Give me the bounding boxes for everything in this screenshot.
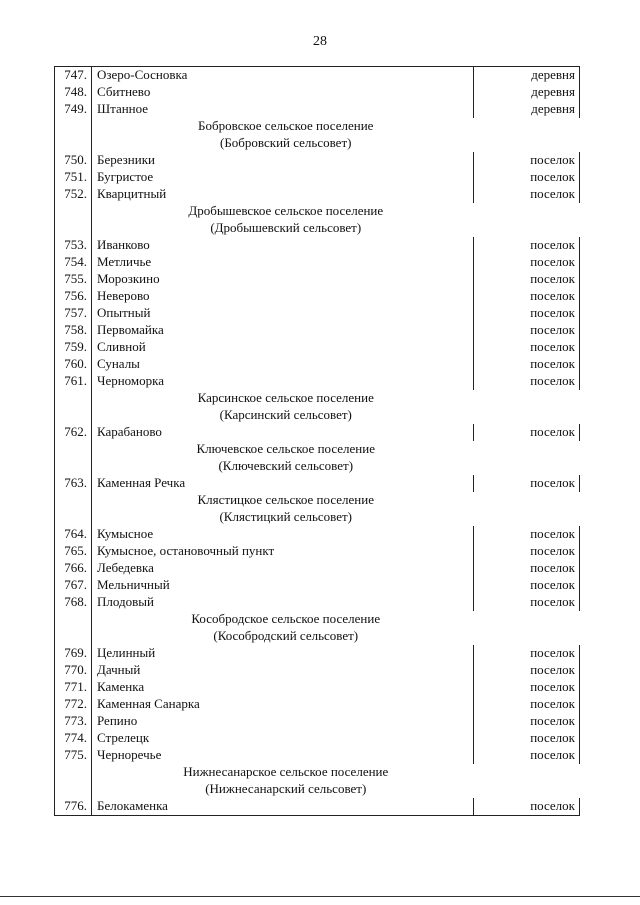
settlement-type-cell [474, 67, 580, 85]
settlement-type-cell [474, 322, 580, 339]
section-heading-row [55, 203, 580, 220]
settlement-name: Суналы [97, 356, 140, 371]
settlement-row [55, 747, 580, 764]
row-number: 771. [55, 679, 92, 696]
section-heading: (Дробышевский сельсовет) [92, 220, 580, 237]
row-number: 756. [55, 288, 92, 305]
settlement-name: Карабаново [97, 424, 162, 439]
row-number-cell [55, 220, 92, 237]
settlement-row [55, 356, 580, 373]
settlement-type: поселок [530, 475, 575, 490]
settlement-type-cell [474, 543, 580, 560]
row-number: 754. [55, 254, 92, 271]
settlement-type: поселок [530, 424, 575, 439]
row-number-cell [55, 781, 92, 798]
settlement-name: Сбитнево [97, 84, 151, 99]
row-number-cell [55, 611, 92, 628]
settlement-type: поселок [530, 254, 575, 269]
settlement-name: Целинный [97, 645, 156, 660]
row-number: 766. [55, 560, 92, 577]
settlement-row [55, 679, 580, 696]
settlement-type: поселок [530, 577, 575, 592]
settlement-type-cell [474, 475, 580, 492]
settlement-row [55, 271, 580, 288]
settlement-type: поселок [530, 356, 575, 371]
settlement-type-cell [474, 730, 580, 747]
row-number: 770. [55, 662, 92, 679]
settlement-type-cell [474, 152, 580, 169]
row-number: 761. [55, 373, 92, 390]
section-heading-row [55, 390, 580, 407]
section-heading: Ключевское сельское поселение [92, 441, 580, 458]
settlement-type-cell [474, 747, 580, 764]
row-number: 762. [55, 424, 92, 441]
settlement-row [55, 696, 580, 713]
settlement-row [55, 305, 580, 322]
settlement-row [55, 645, 580, 662]
settlement-type: поселок [530, 152, 575, 167]
settlement-row [55, 339, 580, 356]
settlement-type-cell [474, 696, 580, 713]
settlement-name: Дачный [97, 662, 141, 677]
row-number: 763. [55, 475, 92, 492]
settlement-name: Неверово [97, 288, 150, 303]
row-number-cell [55, 628, 92, 645]
section-heading-row [55, 492, 580, 509]
settlement-type-cell [474, 373, 580, 390]
row-number: 769. [55, 645, 92, 662]
settlement-row [55, 543, 580, 560]
settlement-type-cell [474, 288, 580, 305]
footer-divider [0, 896, 640, 897]
settlement-name: Стрелецк [97, 730, 150, 745]
row-number: 749. [55, 101, 92, 118]
settlement-row [55, 84, 580, 101]
section-heading-row [55, 220, 580, 237]
settlement-type-cell [474, 662, 580, 679]
row-number: 760. [55, 356, 92, 373]
section-heading-row [55, 509, 580, 526]
settlement-type: поселок [530, 237, 575, 252]
settlement-row [55, 713, 580, 730]
settlement-type: поселок [530, 543, 575, 558]
settlement-type: поселок [530, 526, 575, 541]
section-heading: (Кособродский сельсовет) [92, 628, 580, 645]
settlement-row [55, 186, 580, 203]
settlement-type: поселок [530, 169, 575, 184]
settlement-row [55, 237, 580, 254]
settlement-name: Репино [97, 713, 138, 728]
settlement-type: поселок [530, 271, 575, 286]
settlement-type: поселок [530, 798, 575, 813]
section-heading-row [55, 458, 580, 475]
row-number: 757. [55, 305, 92, 322]
section-heading-row [55, 407, 580, 424]
settlement-name: Метличье [97, 254, 152, 269]
settlement-type-cell [474, 169, 580, 186]
settlement-name: Белокаменка [92, 798, 474, 816]
settlement-type: поселок [530, 747, 575, 762]
row-number: 750. [55, 152, 92, 169]
settlement-name: Кумысное, остановочный пункт [97, 543, 275, 558]
settlement-type: поселок [530, 713, 575, 728]
section-heading-row [55, 764, 580, 781]
settlement-type-cell [474, 254, 580, 271]
row-number-cell [55, 458, 92, 475]
row-number: 767. [55, 577, 92, 594]
settlement-type-cell [474, 645, 580, 662]
settlement-type: поселок [530, 730, 575, 745]
row-number: 773. [55, 713, 92, 730]
row-number-cell [55, 135, 92, 152]
section-heading-row [55, 781, 580, 798]
row-number-cell [55, 390, 92, 407]
section-heading: Клястицкое сельское поселение [92, 492, 580, 509]
settlement-type-cell [474, 526, 580, 543]
settlement-type: поселок [530, 696, 575, 711]
section-heading: (Бобровский сельсовет) [92, 135, 580, 152]
settlement-name: Штанное [97, 101, 149, 116]
settlement-row [55, 577, 580, 594]
settlement-name: Плодовый [97, 594, 154, 609]
settlement-row [55, 67, 580, 85]
settlement-row [55, 254, 580, 271]
settlement-type-cell [474, 356, 580, 373]
section-heading-row [55, 611, 580, 628]
settlement-name: Каменка [97, 679, 145, 694]
settlement-type-cell [474, 101, 580, 118]
settlement-type-cell [474, 594, 580, 611]
row-number: 751. [55, 169, 92, 186]
settlement-name: Лебедевка [97, 560, 154, 575]
row-number-cell [55, 441, 92, 458]
settlement-name: Морозкино [97, 271, 160, 286]
settlement-row [55, 560, 580, 577]
settlement-type: поселок [530, 679, 575, 694]
settlement-type: поселок [530, 288, 575, 303]
row-number-cell [55, 407, 92, 424]
section-heading: (Нижнесанарский сельсовет) [92, 781, 580, 798]
settlement-name: Березники [97, 152, 155, 167]
settlement-row [55, 288, 580, 305]
row-number-cell [55, 492, 92, 509]
section-heading: (Карсинский сельсовет) [92, 407, 580, 424]
settlement-name: Кумысное [97, 526, 154, 541]
settlement-type: деревня [531, 84, 575, 99]
settlement-name: Каменная Речка [97, 475, 186, 490]
row-number: 764. [55, 526, 92, 543]
row-number: 748. [55, 84, 92, 101]
settlement-row [55, 662, 580, 679]
row-number: 758. [55, 322, 92, 339]
settlement-type: поселок [530, 339, 575, 354]
settlement-name: Первомайка [97, 322, 164, 337]
row-number: 753. [55, 237, 92, 254]
settlement-row [55, 169, 580, 186]
settlement-type-cell [474, 798, 580, 816]
settlement-row [55, 152, 580, 169]
settlement-row [55, 798, 580, 816]
settlement-type: поселок [530, 373, 575, 388]
page-number: 28 [313, 34, 327, 49]
settlement-type: поселок [530, 645, 575, 660]
settlement-row [55, 475, 580, 492]
row-number: 755. [55, 271, 92, 288]
settlement-name: Мельничный [97, 577, 170, 592]
row-number: 765. [55, 543, 92, 560]
settlement-type: поселок [530, 305, 575, 320]
settlement-type: поселок [530, 662, 575, 677]
settlement-row [55, 526, 580, 543]
settlement-type: поселок [530, 322, 575, 337]
settlement-type-cell [474, 339, 580, 356]
settlement-type: поселок [530, 560, 575, 575]
settlement-type-cell [474, 84, 580, 101]
settlements-table-body [55, 67, 580, 816]
settlement-type: поселок [530, 186, 575, 201]
settlement-type-cell [474, 305, 580, 322]
settlement-name: Озеро-Сосновка [92, 67, 474, 85]
settlement-name: Каменная Санарка [97, 696, 200, 711]
row-number-cell [55, 509, 92, 526]
settlement-name: Сливной [97, 339, 146, 354]
row-number: 768. [55, 594, 92, 611]
section-heading-row [55, 628, 580, 645]
settlement-type: поселок [530, 594, 575, 609]
settlement-type-cell [474, 424, 580, 441]
settlement-name: Кварцитный [97, 186, 167, 201]
settlement-type: деревня [531, 101, 575, 116]
settlement-row [55, 373, 580, 390]
settlement-type-cell [474, 679, 580, 696]
settlement-name: Черноморка [97, 373, 165, 388]
row-number: 772. [55, 696, 92, 713]
settlement-row [55, 594, 580, 611]
row-number-cell [55, 764, 92, 781]
row-number-cell [55, 203, 92, 220]
row-number: 747. [55, 67, 92, 85]
section-heading: Бобровское сельское поселение [92, 118, 580, 135]
settlement-type-cell [474, 560, 580, 577]
settlement-name: Черноречье [97, 747, 162, 762]
section-heading: Нижнесанарское сельское поселение [92, 764, 580, 781]
row-number: 759. [55, 339, 92, 356]
row-number: 775. [55, 747, 92, 764]
section-heading-row [55, 135, 580, 152]
row-number: 774. [55, 730, 92, 747]
section-heading: (Клястицкий сельсовет) [92, 509, 580, 526]
settlement-type: деревня [531, 67, 575, 82]
row-number: 776. [55, 798, 92, 816]
settlement-name: Опытный [97, 305, 151, 320]
section-heading: Карсинское сельское поселение [92, 390, 580, 407]
row-number: 752. [55, 186, 92, 203]
settlement-name: Бугристое [97, 169, 154, 184]
settlements-table [54, 66, 580, 816]
settlement-type-cell [474, 713, 580, 730]
settlement-name: Иванково [97, 237, 150, 252]
section-heading: (Ключевский сельсовет) [92, 458, 580, 475]
settlement-type-cell [474, 577, 580, 594]
settlement-type-cell [474, 186, 580, 203]
settlement-type-cell [474, 271, 580, 288]
section-heading: Кособродское сельское поселение [92, 611, 580, 628]
settlement-row [55, 101, 580, 118]
settlement-row [55, 424, 580, 441]
settlement-type-cell [474, 237, 580, 254]
settlement-row [55, 322, 580, 339]
section-heading-row [55, 118, 580, 135]
section-heading-row [55, 441, 580, 458]
settlement-row [55, 730, 580, 747]
row-number-cell [55, 118, 92, 135]
section-heading: Дробышевское сельское поселение [92, 203, 580, 220]
